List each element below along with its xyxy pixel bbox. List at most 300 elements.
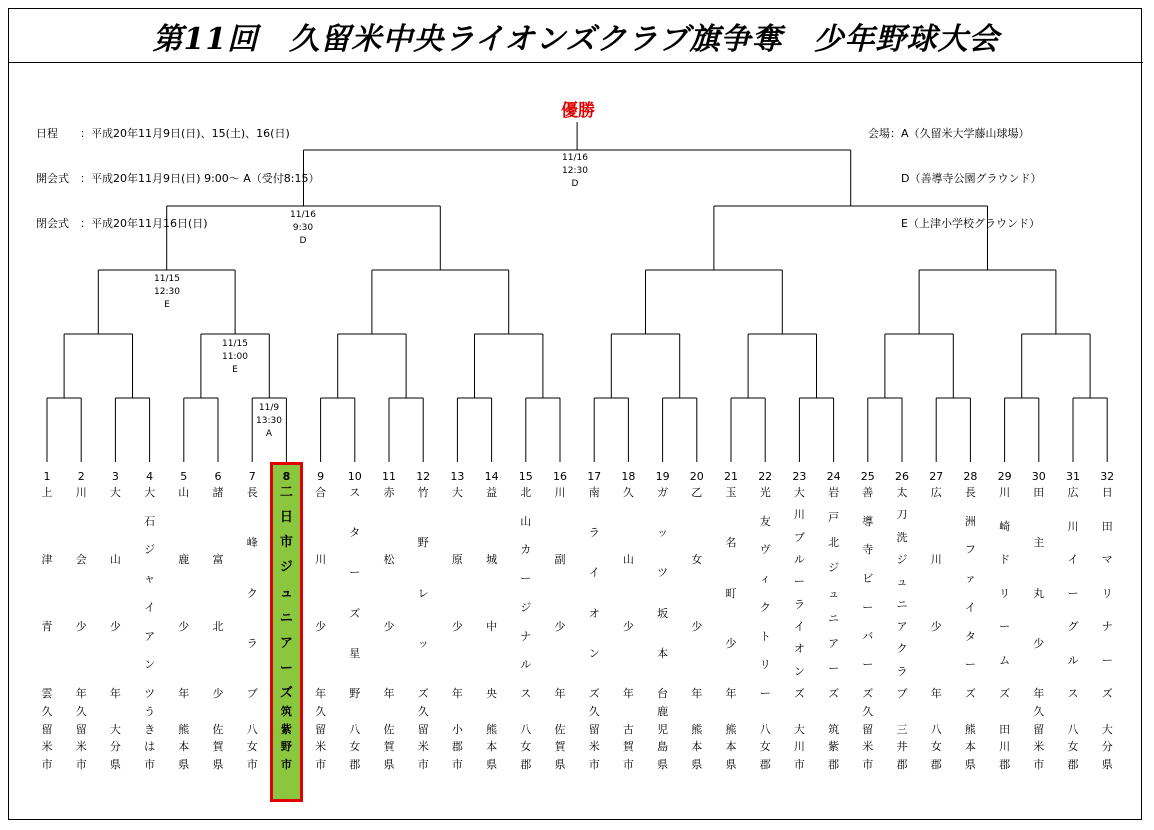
team-name-char: 鹿 [178,553,190,566]
team-prefecture-char: 久 [417,705,429,718]
team-28 [959,468,981,808]
team-prefecture [652,703,674,808]
team-name-char: 女 [691,553,703,566]
team-name [686,486,708,700]
team-prefecture-char: 熊 [178,722,190,736]
team-prefecture-char: 郡 [828,757,840,771]
team-prefecture-char: 米 [41,740,53,753]
team-10 [344,468,366,808]
team-25 [857,468,879,808]
team-prefecture-char: 市 [1033,757,1045,771]
team-prefecture-char: 留 [588,722,600,736]
team-name-char: 長 [246,486,258,499]
team-prefecture-char: 市 [75,757,87,771]
team-name-char: ー [862,600,874,614]
match-info-quarterfinal [137,273,197,312]
team-prefecture-char: 久 [41,705,53,718]
team-number: 11 [382,470,396,483]
team-name-char: ブ [246,687,258,700]
team-name-char: ル [793,552,805,566]
team-name-char: 少 [1033,636,1045,650]
team-name-char: レ [417,586,429,600]
team-name-char: 川 [1067,519,1079,533]
schedule-dates: 日程 ：平成20年11月9日(日)、15(土)、16(日) [36,127,290,140]
champion-label: 優勝 [561,101,595,121]
team-prefecture-char: 県 [554,757,566,771]
team-name-char: 川 [793,508,805,522]
match-info-round1 [239,402,299,441]
team-name-char: ズ [828,687,840,700]
team-number: 25 [860,470,875,483]
team-prefecture-char: 市 [588,757,600,771]
team-12 [412,468,434,808]
team-22 [754,468,776,808]
team-prefecture-char: 小 [451,722,463,736]
team-24 [823,468,845,808]
team-name-char: 名 [725,536,737,550]
team-prefecture-char: 県 [109,757,121,771]
team-name [959,486,981,700]
team-name-char: ズ [862,686,874,700]
team-name-char: 乙 [691,486,703,499]
team-name-char: 坂 [657,606,669,620]
team-name-char: グ [1067,620,1079,633]
team-prefecture-char: 市 [315,757,327,771]
team-name-char: 年 [725,687,737,700]
team-name-char: 玉 [725,486,737,499]
team-name [241,486,263,700]
team-prefecture-char: 本 [691,740,703,753]
team-name [344,486,366,700]
team-name-char: カ [520,543,532,557]
team-name-char: ヴ [759,543,771,557]
team-name [925,486,947,700]
team-number: 32 [1100,470,1115,483]
team-15 [515,468,537,808]
team-name-char: ニ [279,610,293,626]
team-name-char: ジ [828,561,840,575]
team-name-char: ナ [520,629,532,643]
team-name [549,486,571,700]
team-prefecture [139,703,161,808]
match-date: 11/15 [154,274,180,284]
team-name-char: 刀 [896,508,908,522]
team-prefecture-char: 県 [178,757,190,771]
team-prefecture-char: 賀 [622,740,634,753]
team-name-char: 北 [212,620,224,633]
team-name-char: 主 [1033,536,1045,550]
team-name-char: ジ [896,552,908,566]
team-prefecture-char: 留 [75,722,87,736]
team-name-char: ー [999,620,1011,633]
spacer [1096,703,1118,721]
team-name-char: ク [759,600,771,614]
team-prefecture-char: 大 [793,722,805,736]
team-name-char: ラ [246,636,258,650]
team-name-char: 少 [383,620,395,633]
team-number: 5 [180,470,188,483]
team-name-char: 崎 [999,519,1011,533]
team-prefecture-char: 島 [657,740,669,753]
team-prefecture [925,703,947,808]
team-prefecture-char: 留 [41,722,53,736]
team-name [583,486,605,700]
team-name-char: 益 [486,486,498,499]
team-name-char: 町 [725,586,737,600]
team-name-char: ル [520,658,532,672]
team-16 [549,468,571,808]
team-name-char: 二 [279,485,293,500]
team-prefecture [959,703,981,808]
spacer [959,703,981,721]
team-name-char: ア [144,629,156,643]
team-prefecture-char: 井 [896,740,908,753]
team-name-char: 少 [315,620,327,633]
team-name-char: 大 [144,486,156,499]
team-name-char: 少 [622,620,634,633]
team-prefecture-char: は [144,740,156,753]
team-name [275,486,297,700]
match-date: 11/9 [258,403,280,413]
team-prefecture [549,703,571,808]
team-name-char: 久 [622,486,634,499]
team-name-char: 年 [109,687,121,700]
team-18 [617,468,639,808]
team-8 [275,468,297,808]
team-name-char: 少 [75,620,87,633]
team-20 [686,468,708,808]
team-prefecture [275,703,297,808]
match-date: 11/16 [562,153,588,163]
team-6 [207,468,229,808]
team-prefecture-char: 紫 [828,740,840,753]
team-name-char: イ [588,566,600,580]
team-7 [241,468,263,808]
team-name [173,486,195,700]
team-name [1062,486,1084,700]
team-prefecture-char: う [144,705,156,718]
match-info-semifinal [273,209,333,248]
team-name-char: ズ [964,686,976,700]
team-prefecture-char: 野 [280,740,292,753]
team-name-char: ズ [588,686,600,700]
venue-d: D（善導寺公園グラウンド） [868,172,1042,185]
team-17 [583,468,605,808]
team-23 [788,468,810,808]
team-name-char: 大 [451,486,463,499]
team-name-char: 年 [1033,687,1045,700]
team-name-char: フ [964,543,976,557]
team-name-char: ラ [793,597,805,611]
team-prefecture-char: 川 [999,740,1011,753]
venue-a: 会場：A（久留米大学藤山球場） [868,127,1030,140]
team-name-char: 岩 [828,486,840,499]
match-time: 9:30 [292,223,314,233]
team-name-char: ク [896,642,908,656]
team-name-char: ッ [657,526,669,540]
team-name-char: ー [964,658,976,672]
team-prefecture-char: 市 [622,757,634,771]
team-name-char: ク [246,586,258,600]
spacer [378,703,400,721]
team-prefecture-char: 本 [725,740,737,753]
team-name-char: 山 [109,553,121,566]
team-name-char: ズ [999,687,1011,700]
team-name [139,486,161,700]
team-name-char: 赤 [383,486,395,499]
team-name-char: 野 [417,536,429,550]
team-name [720,486,742,700]
team-prefecture [857,703,879,808]
team-prefecture-char: 佐 [383,722,395,736]
team-name-char: 年 [691,687,703,700]
team-number: 20 [689,470,704,483]
match-date: 11/15 [222,339,248,349]
match-venue: D [571,179,579,189]
team-name-char: イ [144,600,156,614]
team-name-char: バ [862,629,874,643]
team-name-char: ア [896,619,908,633]
team-number: 23 [792,470,807,483]
team-name-char: 副 [554,553,566,566]
team-prefecture-char: 米 [75,740,87,753]
team-name-char: オ [588,606,600,620]
team-prefecture [412,703,434,808]
team-number: 24 [826,470,841,483]
team-name-char: ー [279,660,293,676]
team-name-char: 年 [178,687,190,700]
team-prefecture [70,703,92,808]
team-name-char: 寺 [862,543,874,557]
team-name-char: 戸 [828,511,840,525]
team-name-char: ー [1067,586,1079,600]
team-number: 29 [997,470,1012,483]
spacer [754,703,776,721]
team-number: 31 [1066,470,1080,483]
team-name-char: ラ [588,526,600,540]
team-prefecture [994,703,1016,808]
team-name-char: 台 [657,686,669,700]
team-name [891,486,913,700]
team-number: 7 [248,470,256,483]
team-27 [925,468,947,808]
team-name-char: ズ [279,686,293,701]
team-name-char: ァ [964,572,976,586]
team-2 [70,468,92,808]
team-prefecture-char: 郡 [349,757,361,771]
match-time: 13:30 [256,416,282,426]
spacer [173,703,195,721]
spacer [720,703,742,721]
team-prefecture-char: 留 [315,722,327,736]
team-name-char: 竹 [417,486,429,499]
team-19 [652,468,674,808]
match-venue: A [265,429,273,439]
team-name-char: 中 [486,620,498,633]
team-name-char: リ [1101,586,1113,600]
team-prefecture [891,703,913,808]
team-prefecture-char: 熊 [486,722,498,736]
team-prefecture-char: 郡 [759,757,771,771]
team-name-char: ィ [759,572,771,586]
team-prefecture-char: 賀 [383,740,395,753]
team-name-char: ス [1067,687,1079,700]
team-prefecture-char: 佐 [554,722,566,736]
team-name-char: 年 [622,687,634,700]
team-number: 28 [963,470,978,483]
team-prefecture-char: 県 [657,757,669,771]
team-name [310,486,332,700]
team-prefecture [344,703,366,808]
team-name-char: ジ [520,600,532,614]
team-name-char: 野 [349,686,361,700]
spacer [925,703,947,721]
team-prefecture-char: 留 [862,722,874,736]
match-time: 11:00 [222,352,248,362]
team-name-char: 年 [451,687,463,700]
team-prefecture-char: 市 [793,757,805,771]
team-name-char: 日 [1101,486,1113,499]
team-name-char: 太 [896,486,908,499]
team-name-char: ー [349,566,361,580]
team-name [481,486,503,700]
team-name-char: ン [793,664,805,678]
team-prefecture-char: 県 [964,757,976,771]
team-name-char: 善 [862,486,874,499]
team-prefecture-char: 女 [246,740,258,753]
team-name-char: ー [1101,653,1113,667]
team-name-char: ャ [144,572,156,586]
team-13 [446,468,468,808]
team-name [104,486,126,700]
team-name [70,486,92,700]
team-prefecture-char: 米 [862,740,874,753]
team-number: 8 [282,470,291,483]
team-prefecture-char: 大 [1101,722,1113,736]
team-name [412,486,434,700]
spacer [823,703,845,721]
team-prefecture-char: 本 [486,740,498,753]
team-name-char: ツ [657,566,669,580]
team-name-char: ー [520,572,532,586]
team-name-char: 導 [862,514,874,528]
team-name [788,486,810,700]
team-prefecture-char: 古 [622,722,634,736]
team-name [652,486,674,700]
team-prefecture-char: 久 [1033,705,1045,718]
team-prefecture-char: 久 [862,705,874,718]
team-prefecture-char: 筑 [280,705,292,718]
team-name-char: リ [759,658,771,672]
spacer [686,703,708,721]
team-prefecture-char: 留 [417,722,429,736]
team-name-char: ブ [896,686,908,700]
team-name-char: 上 [41,486,53,499]
team-name-char: タ [964,629,976,643]
team-name-char: イ [1067,553,1079,566]
team-number: 27 [929,470,944,483]
team-number: 14 [484,470,499,483]
spacer [1062,703,1084,721]
team-name-char: ジ [144,543,156,557]
team-number: 15 [518,470,533,483]
team-name-char: 少 [554,620,566,633]
team-name-char: 北 [520,486,532,499]
team-prefecture-char: 米 [417,740,429,753]
team-prefecture-char: 市 [144,757,156,771]
team-name-char: ア [828,636,840,650]
team-prefecture-char: 市 [280,757,292,771]
team-name-char: 年 [383,687,395,700]
team-5 [173,468,195,808]
match-date: 11/16 [290,210,316,220]
team-prefecture-char: 郡 [451,740,463,753]
team-number: 19 [655,470,670,483]
team-number: 21 [724,470,738,483]
spacer [344,703,366,721]
team-prefecture-char: 米 [588,740,600,753]
team-name-char: 城 [486,553,498,566]
team-prefecture [378,703,400,808]
team-prefecture-char: 佐 [212,722,224,736]
team-name-char: 広 [930,486,942,499]
team-prefecture [686,703,708,808]
team-prefecture-char: 米 [1033,740,1045,753]
team-name-char: ラ [896,664,908,678]
page-title: 第11回 久留米中央ライオンズクラブ旗争奪 少年野球大会 [9,9,1143,63]
team-prefecture-char: 本 [178,740,190,753]
team-name-char: ツ [144,686,156,700]
team-prefecture [720,703,742,808]
team-9 [310,468,332,808]
team-prefecture-char: 八 [930,722,942,736]
team-name-char: 石 [144,514,156,528]
spacer [788,703,810,721]
team-prefecture [1062,703,1084,808]
team-prefecture [1028,703,1050,808]
team-name-char: 原 [451,553,463,566]
team-name-char: リ [999,586,1011,600]
team-prefecture-char: 県 [383,757,395,771]
team-prefecture-char: 郡 [930,757,942,771]
team-number: 1 [43,470,51,483]
team-prefecture-char: 市 [862,757,874,771]
match-time: 12:30 [562,166,588,176]
venue-e: E（上津小学校グラウンド） [868,217,1040,230]
team-name-char: 年 [554,687,566,700]
team-prefecture [617,703,639,808]
team-name [207,486,229,700]
team-name-char: 本 [657,646,669,660]
team-prefecture-char: 田 [999,722,1011,736]
team-name [378,486,400,700]
team-prefecture-char: 市 [417,757,429,771]
team-prefecture-char: 久 [588,705,600,718]
team-name-char: ュ [896,575,908,589]
team-name-char: 市 [279,535,293,551]
team-prefecture [36,703,58,808]
team-name-char: ブ [793,530,805,544]
team-name-char: ー [793,575,805,589]
team-prefecture-char: 分 [109,740,121,753]
team-prefecture-char: 八 [349,722,361,736]
team-name-char: 日 [279,510,293,526]
team-name-char: ズ [417,687,429,700]
team-number: 18 [621,470,636,483]
team-name-char: イ [793,619,805,633]
team-name-char: オ [793,642,805,656]
team-number: 10 [347,470,362,483]
